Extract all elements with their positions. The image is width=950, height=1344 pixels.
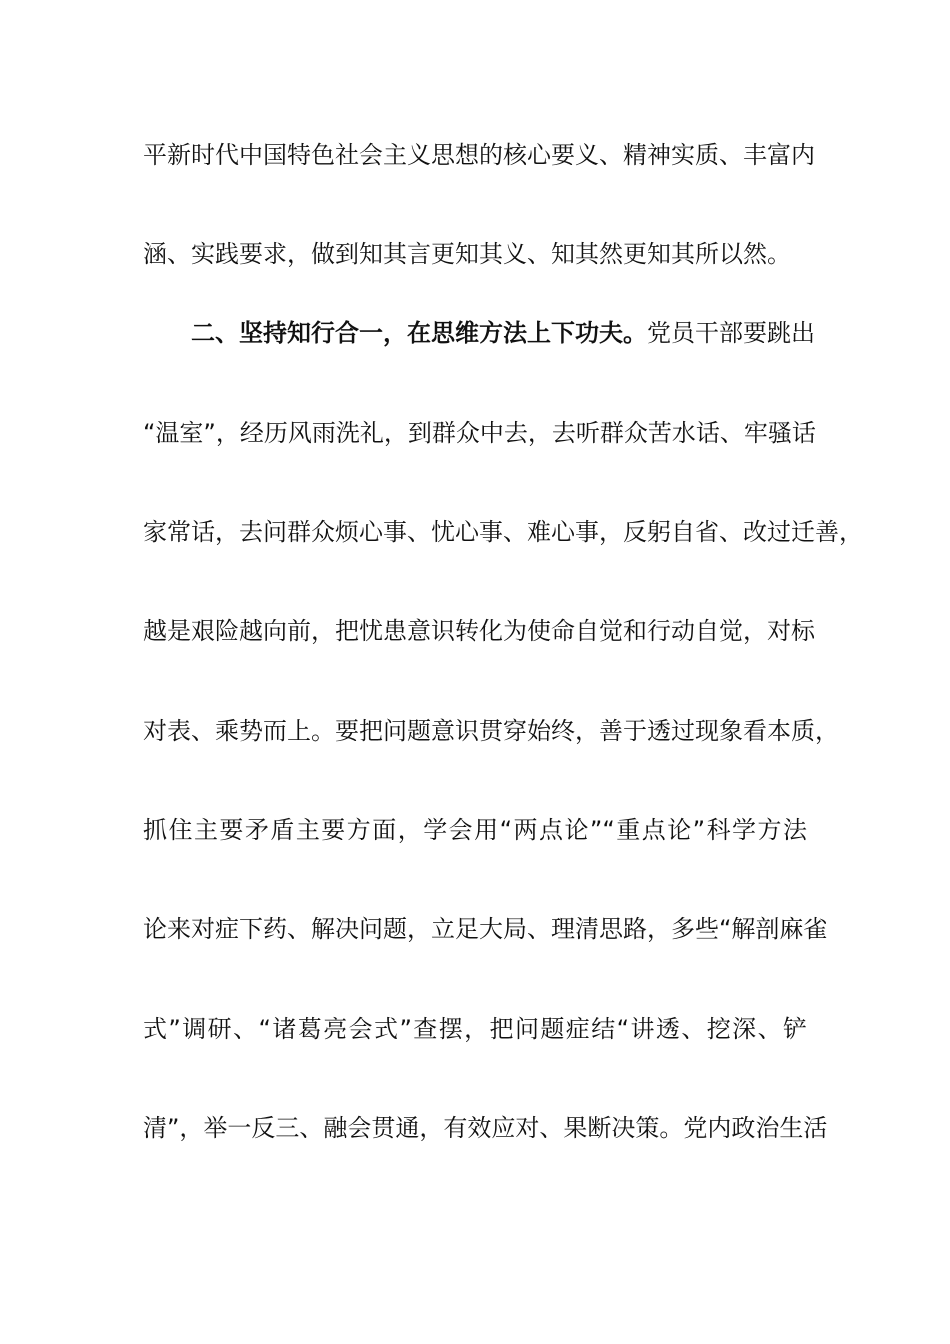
- paragraph-line-8: [143, 810, 807, 850]
- section-heading: 二、坚持知行合一，在思维方法上下功夫。: [191, 319, 647, 347]
- line-text: 清”，举一反三、融会贯通，有效应对、果断决策。党内政治生活: [143, 1114, 828, 1142]
- line-text: 抓住主要矛盾主要方面，学会用“两点论”“重点论”科学方法: [143, 816, 807, 844]
- paragraph-line-11: [143, 1108, 828, 1148]
- line-text: 平新时代中国特色社会主义思想的核心要义、精神实质、丰富内: [143, 141, 815, 169]
- paragraph-line-2: [143, 234, 807, 274]
- line-text: 论来对症下药、解决问题，立足大局、理清思路，多些“解剖麻雀: [143, 915, 828, 943]
- paragraph-line-9: [143, 909, 828, 949]
- paragraph-line-7: [143, 711, 839, 751]
- paragraph-line-6: [143, 611, 815, 651]
- line-text: 对表、乘势而上。要把问题意识贯穿始终，善于透过现象看本质，: [143, 717, 839, 745]
- line-text: 党员干部要跳出: [647, 319, 815, 347]
- paragraph-line-10: [143, 1009, 807, 1049]
- paragraph-line-4: [143, 413, 816, 453]
- line-text: 越是艰险越向前，把忧患意识转化为使命自觉和行动自觉，对标: [143, 617, 815, 645]
- line-text: 式”调研、“诸葛亮会式”查摆，把问题症结“讲透、挖深、铲: [143, 1015, 807, 1043]
- paragraph-line-1: [143, 135, 815, 175]
- line-text: 涵、实践要求，做到知其言更知其义、知其然更知其所以然。: [143, 240, 791, 268]
- line-text: “温室”，经历风雨洗礼，到群众中去，去听群众苦水话、牢骚话: [143, 419, 816, 447]
- line-text: 家常话，去问群众烦心事、忧心事、难心事，反躬自省、改过迁善，: [143, 518, 863, 546]
- section-heading-line: [191, 313, 815, 353]
- paragraph-line-5: [143, 512, 863, 552]
